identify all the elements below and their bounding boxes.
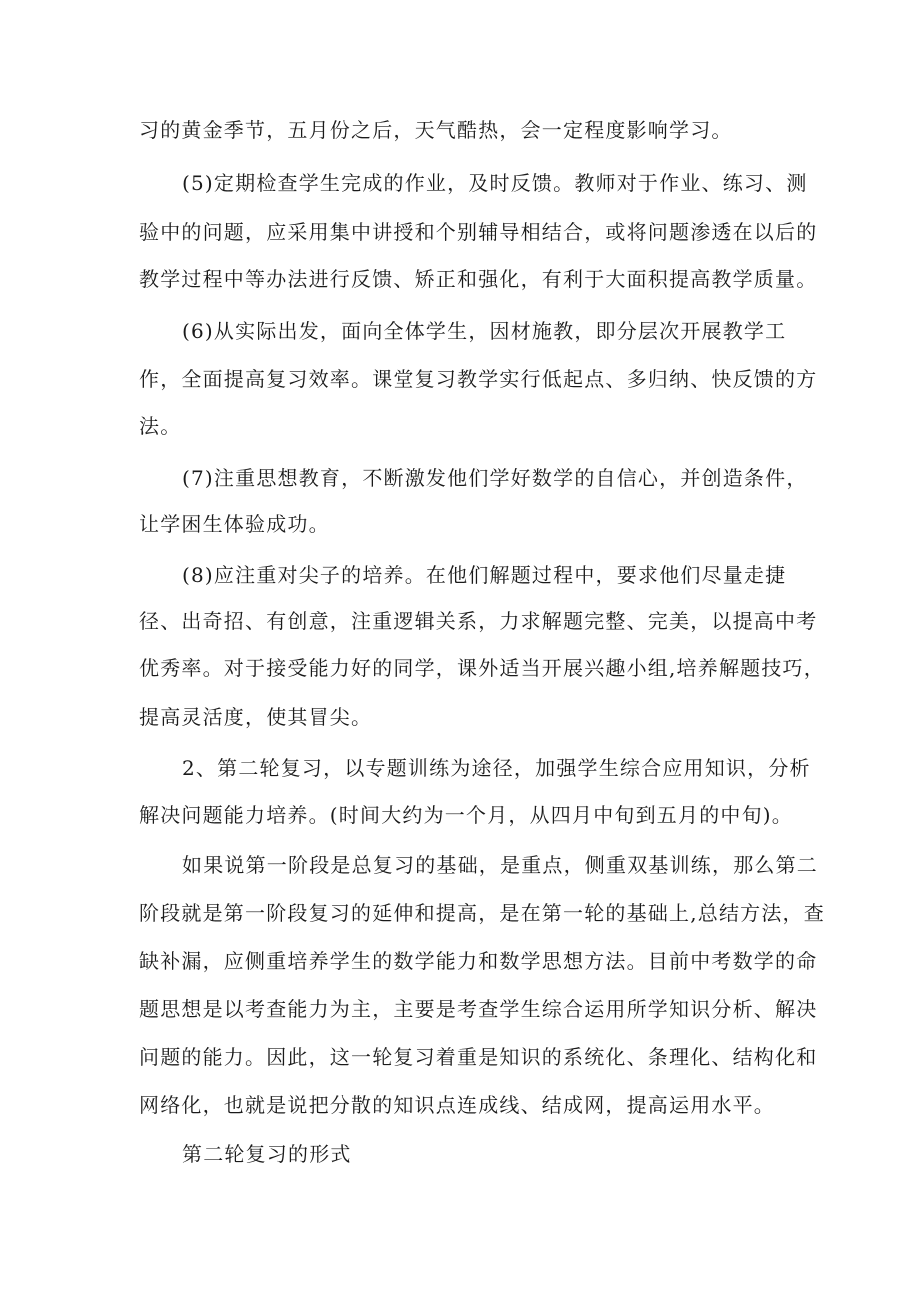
- text-line: 让学困生体验成功。: [139, 512, 330, 536]
- text-line: 2、第二轮复习，以专题训练为途径，加强学生综合应用知识，分析: [182, 756, 811, 780]
- text-line: 提高灵活度，使其冒尖。: [139, 705, 373, 729]
- text-line: 题思想是以考查能力为主，主要是考查学生综合运用所学知识分析、解决: [139, 997, 818, 1021]
- text-line: 法。: [139, 414, 182, 438]
- text-line: 阶段就是第一阶段复习的延伸和提高，是在第一轮的基础上,总结方法，查: [139, 901, 825, 925]
- text-line: 教学过程中等办法进行反馈、矫正和强化，有利于大面积提高教学质量。: [139, 267, 818, 291]
- text-line: 缺补漏，应侧重培养学生的数学能力和数学思想方法。目前中考数学的命: [139, 949, 818, 973]
- text-line: 网络化，也就是说把分散的知识点连成线、结成网，提高运用水平。: [139, 1093, 775, 1117]
- text-line: (5)定期检查学生完成的作业，及时反馈。教师对于作业、练习、测: [182, 171, 808, 195]
- text-line: (8)应注重对尖子的培养。在他们解题过程中，要求他们尽量走捷: [182, 563, 787, 587]
- text-line: (6)从实际出发，面向全体学生，因材施教，即分层次开展教学工: [182, 319, 787, 343]
- text-line: 径、出奇招、有创意，注重逻辑关系，力求解题完整、完美，以提高中考: [139, 609, 818, 633]
- text-line: (7)注重思想教育，不断激发他们学好数学的自信心，并创造条件，: [182, 466, 808, 490]
- text-line: 习的黄金季节，五月份之后，天气酷热，会一定程度影响学习。: [139, 118, 733, 142]
- text-line: 验中的问题，应采用集中讲授和个别辅导相结合，或将问题渗透在以后的: [139, 220, 818, 244]
- text-line: 问题的能力。因此，这一轮复习着重是知识的系统化、条理化、结构化和: [139, 1045, 818, 1069]
- text-line: 第二轮复习的形式: [182, 1142, 352, 1166]
- text-line: 作，全面提高复习效率。课堂复习教学实行低起点、多归纳、快反馈的方: [139, 367, 818, 391]
- text-line: 如果说第一阶段是总复习的基础，是重点，侧重双基训练，那么第二: [182, 853, 818, 877]
- text-line: 解决问题能力培养。(时间大约为一个月，从四月中旬到五月的中旬)。: [139, 803, 794, 827]
- text-line: 优秀率。对于接受能力好的同学，课外适当开展兴趣小组,培养解题技巧，: [139, 656, 825, 680]
